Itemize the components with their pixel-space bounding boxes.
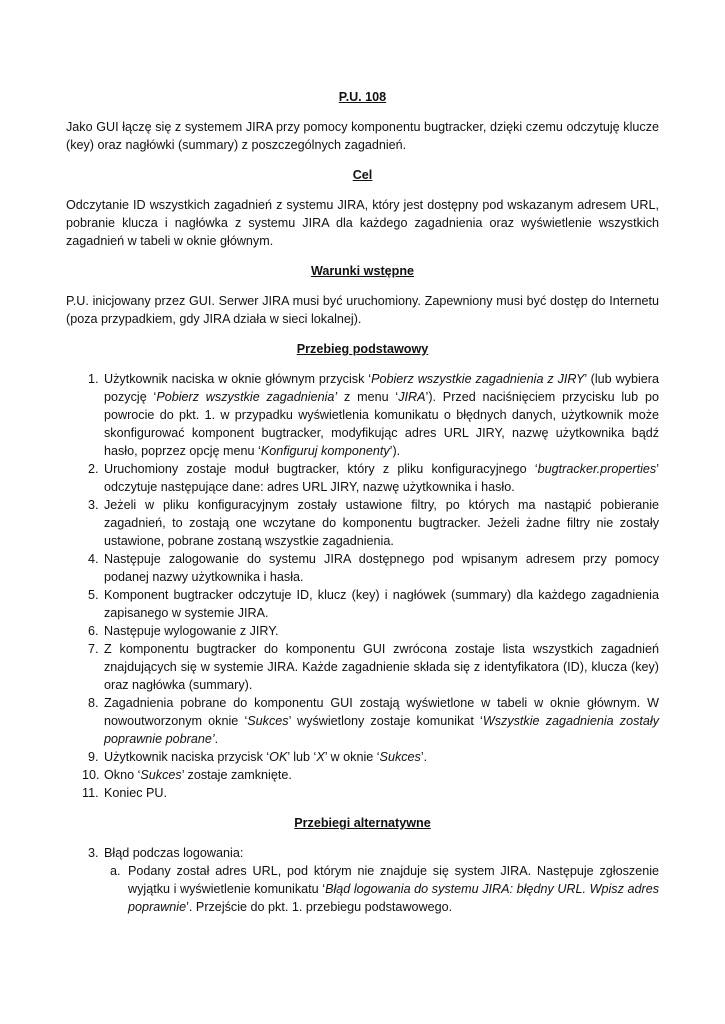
step-10: 10. Okno ‘Sukces’ zostaje zamknięte. xyxy=(82,768,292,782)
step-6: 6. Następuje wylogowanie z JIRY. xyxy=(88,624,279,638)
alt-item-number: 3. xyxy=(88,846,99,860)
step-number: 3. xyxy=(88,498,99,512)
step-1: 1. Użytkownik naciska w oknie głównym przycisk ‘Pobierz wszystkie zagadnienia z JIRY’ (lub wybiera pozycję ‘Pobierz wszystkie zagadnienia’ z menu ‘JIRA’). Przed naciśnięciem przycisku lub po powrocie do pkt. 1. w przypadku wyświetlenia komunikatu o błędnych danych, użytkownik może skonfigurować komponent bugtracker, modyfikując adres URL JIRY, nazwę użytkownika bądź hasło, poprzez opcję menu ‘Konfiguruj komponenty’). xyxy=(88,372,659,458)
alternative-flows-heading: Przebiegi alternatywne xyxy=(294,816,431,830)
alternative-flow-list xyxy=(66,844,659,916)
alt-item-title: Błąd podczas logowania: xyxy=(104,846,244,860)
menu-option-name: Konfiguruj komponenty xyxy=(260,444,390,458)
config-file-name: bugtracker.properties xyxy=(537,462,657,476)
window-name: Sukces xyxy=(247,714,289,728)
step-number: 4. xyxy=(88,552,99,566)
step-4: 4. Następuje zalogowanie do systemu JIRA dostępnego pod wpisanym adresem przy pomocy podanej nazwy użytkownika i hasła. xyxy=(88,552,659,584)
main-flow-list xyxy=(66,370,659,802)
step-number: 5. xyxy=(88,588,99,602)
step-number: 11. xyxy=(82,786,99,800)
message-text: Wszystkie zagadnienia zostały poprawnie pobrane’ xyxy=(104,714,659,746)
step-number: 2. xyxy=(88,462,99,476)
menu-name: JIRA xyxy=(398,390,426,404)
menu-item-name: Pobierz wszystkie zagadnienia’ xyxy=(156,390,338,404)
document-title: P.U. 108 xyxy=(338,90,387,104)
main-flow-heading: Przebieg podstawowy xyxy=(296,342,429,356)
window-name: Sukces xyxy=(140,768,182,782)
step-9: 9. Użytkownik naciska przycisk ‘OK’ lub ‘X’ w oknie ‘Sukces’. xyxy=(88,750,428,764)
step-number: 6. xyxy=(88,624,99,638)
preconditions-paragraph: P.U. inicjowany przez GUI. Serwer JIRA musi być uruchomiony. Zapewniony musi być dostęp do Internetu (poza przypadkiem, gdy JIRA działa w sieci lokalnej). xyxy=(66,294,659,326)
step-number: 9. xyxy=(88,750,99,764)
step-8: 8. Zagadnienia pobrane do komponentu GUI zostają wyświetlone w tabeli w oknie głównym. W nowoutworzonym oknie ‘Sukces’ wyświetlony zostaje komunikat ‘Wszystkie zagadnienia zostały poprawnie pobrane’. xyxy=(88,696,659,746)
step-number: 10. xyxy=(82,768,100,782)
error-message-text: Błąd logowania do systemu JIRA: błędny URL. Wpisz adres poprawnie xyxy=(128,882,659,914)
goal-paragraph: Odczytanie ID wszystkich zagadnień z systemu JIRA, który jest dostępny pod wskazanym adresem URL, pobranie klucza i nagłówka z systemu JIRA dla każdego zagadnienia oraz wyświetlenie wszystkich zagadnień w tabeli w oknie głównym. xyxy=(66,198,659,248)
step-number: 7. xyxy=(88,642,99,656)
step-11: 11. Koniec PU. xyxy=(82,786,167,800)
step-number: 1. xyxy=(88,372,99,386)
goal-heading: Cel xyxy=(352,168,373,182)
alt-item-3 xyxy=(66,844,659,916)
document-content xyxy=(66,88,659,928)
step-5: 5. Komponent bugtracker odczytuje ID, klucz (key) i nagłówek (summary) dla każdego zagadnienia zapisanego w systemie JIRA. xyxy=(88,588,659,620)
alt-sub-list xyxy=(104,862,659,916)
alt-sub-item-a: a. Podany został adres URL, pod którym nie znajduje się system JIRA. Następuje zgłoszenie wyjątku i wyświetlenie komunikatu ‘Błąd logowania do systemu JIRA: błędny URL. Wpisz adres poprawnie’. Przejście do pkt. 1. przebiegu podstawowego. xyxy=(110,864,659,914)
button-name: OK xyxy=(269,750,288,764)
alt-sub-letter: a. xyxy=(110,864,121,878)
step-3: 3. Jeżeli w pliku konfiguracyjnym zostały ustawione filtry, po których ma nastąpić pobieranie zagadnień, to zostają one wczytane do komponentu bugtracker. Jeżeli żadne filtry nie zostały ustawione, pobrane zostaną wszystkie zagadnienia. xyxy=(88,498,659,548)
button-name: Pobierz wszystkie zagadnienia z JIRY xyxy=(371,372,585,386)
step-number: 8. xyxy=(88,696,99,710)
preconditions-heading: Warunki wstępne xyxy=(310,264,415,278)
window-name: Sukces xyxy=(379,750,421,764)
step-2: 2. Uruchomiony zostaje moduł bugtracker, który z pliku konfiguracyjnego ‘bugtracker.properties’ odczytuje następujące dane: adres URL JIRY, nazwę użytkownika i hasło. xyxy=(88,462,659,494)
button-name: X xyxy=(316,750,325,764)
step-7: 7. Z komponentu bugtracker do komponentu GUI zwrócona zostaje lista wszystkich zagadnień znajdujących się w systemie JIRA. Każde zagadnienie składa się z identyfikatora (ID), klucza (key) oraz nagłówka (summary). xyxy=(88,642,659,692)
intro-paragraph: Jako GUI łączę się z systemem JIRA przy pomocy komponentu bugtracker, dzięki czemu odczytuję klucze (key) oraz nagłówki (summary) z poszczególnych zagadnień. xyxy=(66,120,659,152)
